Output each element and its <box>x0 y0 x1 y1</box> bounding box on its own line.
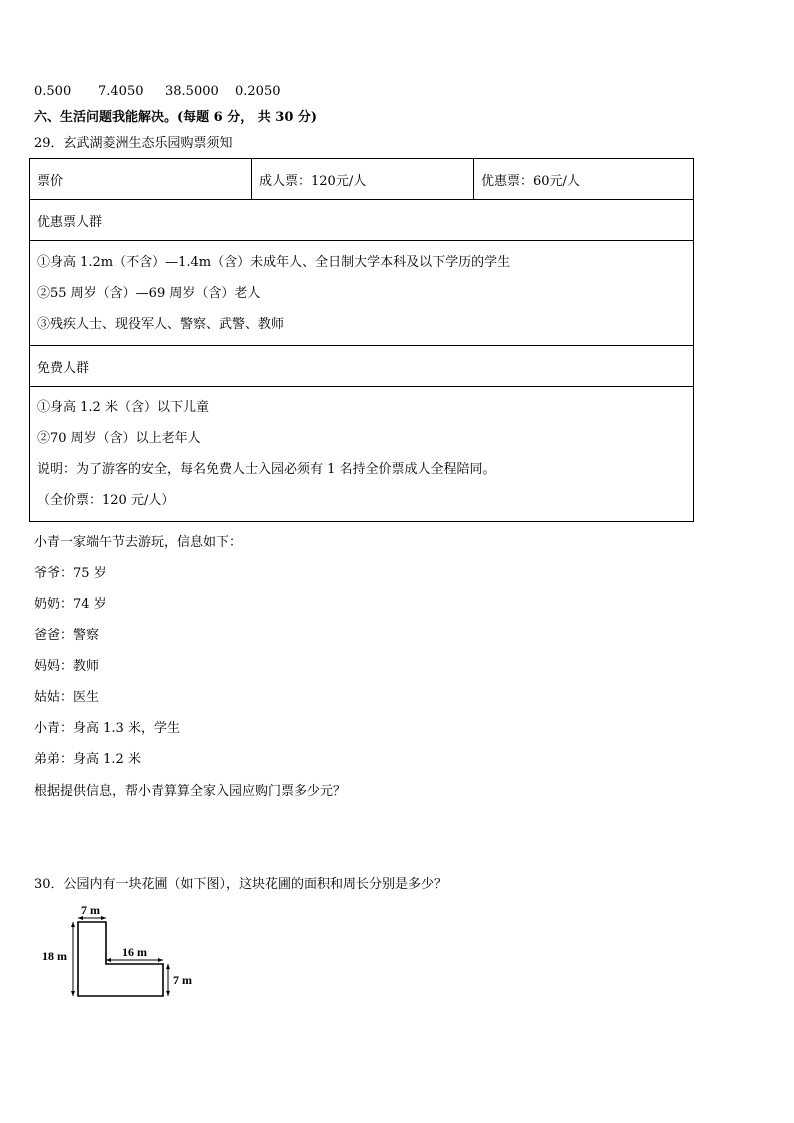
q29-question: 根据提供信息，帮小青算算全家入园应购门票多少元？ <box>34 784 347 799</box>
family-intro: 小青一家端午节去游玩，信息如下： <box>34 535 243 550</box>
q29-title: 29．玄武湖菱洲生态乐园购票须知 <box>34 136 233 151</box>
family-member: 姑姑：医生 <box>34 690 100 705</box>
ticket-table <box>29 158 694 522</box>
answer-3: 38.5000 <box>165 84 219 99</box>
label-right: 7 m <box>173 973 192 987</box>
discount-item-1: ①身高 1.2m（不含）—1.4m（含）未成年人、全日制大学本科及以下学历的学生 <box>37 254 511 270</box>
answer-2: 7.4050 <box>98 84 144 99</box>
free-item-2: ②70 周岁（含）以上老年人 <box>37 431 201 446</box>
label-middle: 16 m <box>122 945 147 959</box>
price-row <box>30 159 694 200</box>
free-group-title: 免费人群 <box>30 346 694 387</box>
family-member: 弟弟：身高 1.2 米 <box>34 752 141 767</box>
label-top: 7 m <box>81 903 100 917</box>
discount-title-row <box>30 200 694 241</box>
garden-diagram <box>40 902 210 1002</box>
discount-item-2: ②55 周岁（含）—69 周岁（含）老人 <box>37 285 261 301</box>
free-items-row <box>30 387 694 522</box>
full-price-note: （全价票：120 元/人） <box>37 493 175 508</box>
label-left: 18 m <box>42 949 67 963</box>
family-member: 爸爸：警察 <box>34 628 100 643</box>
discount-item-3: ③残疾人士、现役军人、警察、武警、教师 <box>37 316 285 332</box>
section-title: 六、生活问题我能解决。(每题 6 分， 共 30 分) <box>34 110 318 125</box>
answers-row <box>34 84 281 100</box>
free-item-1: ①身高 1.2 米（含）以下儿童 <box>37 400 209 415</box>
free-title-row <box>30 346 694 387</box>
adult-price: 成人票：120元/人 <box>252 159 474 200</box>
discount-price: 优惠票：60元/人 <box>474 159 694 200</box>
answer-1: 0.500 <box>34 84 72 99</box>
price-label: 票价 <box>30 159 252 200</box>
family-member: 小青：身高 1.3 米，学生 <box>34 721 180 736</box>
discount-items-row <box>30 241 694 346</box>
family-member: 爷爷：75 岁 <box>34 566 107 581</box>
family-member: 奶奶：74 岁 <box>34 597 107 612</box>
discount-group-title: 优惠票人群 <box>30 200 694 241</box>
family-member: 妈妈：教师 <box>34 659 100 674</box>
free-note: 说明：为了游客的安全，每名免费人士入园必须有 1 名持全价票成人全程陪同。 <box>37 462 496 477</box>
answer-4: 0.2050 <box>235 84 281 99</box>
q30-title: 30．公园内有一块花圃（如下图），这块花圃的面积和周长分别是多少？ <box>34 877 448 892</box>
garden-shape <box>78 922 163 996</box>
